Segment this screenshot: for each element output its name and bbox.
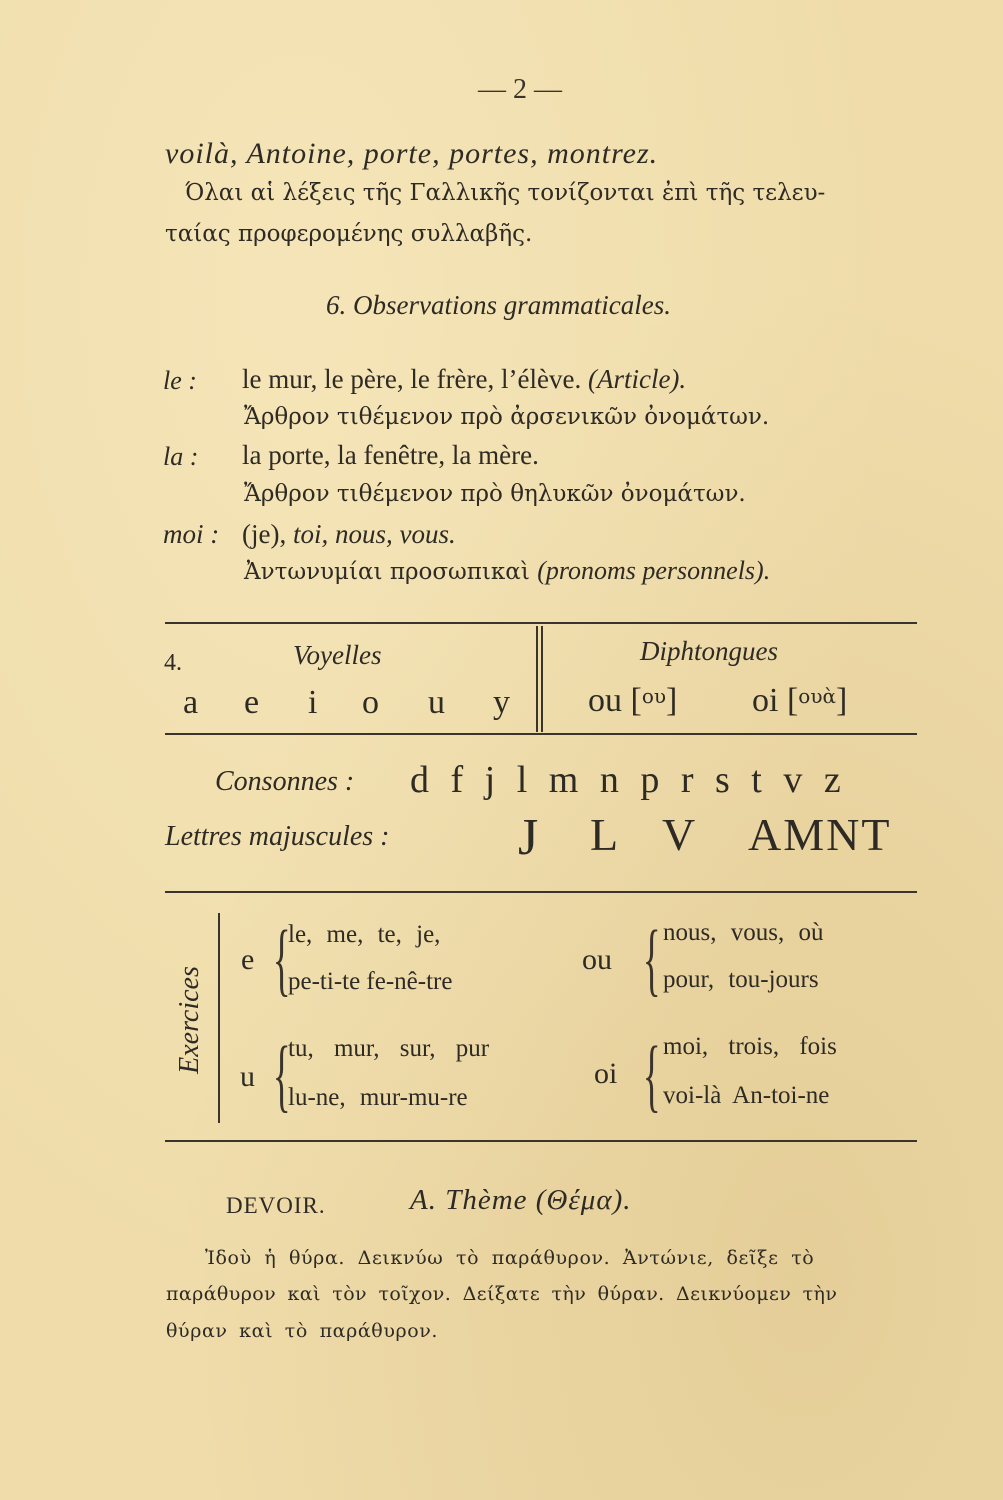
diphtongues-header: Diphtongues — [640, 636, 778, 666]
la-label: la : — [163, 442, 199, 471]
diphtongue-ou: ou [$^{o\upsilon}$] — [588, 682, 678, 719]
vowel-i: i — [308, 684, 318, 721]
moi-examples — [242, 519, 456, 550]
exercice-u-line1: tu, mur, sur, pur — [288, 1035, 490, 1062]
moi-je: (je), — [242, 519, 287, 549]
devoir-label: DEVOIR. — [226, 1193, 326, 1218]
table-bottom-rule — [165, 733, 917, 735]
exercice-u-label: u — [240, 1060, 255, 1093]
observations-heading: 6. Observations grammaticales. — [326, 290, 671, 320]
moi-greek-text: Ἀντωνυμίαι προσωπικαὶ — [244, 559, 530, 585]
exercices-side-line — [218, 913, 220, 1123]
intro-greek-line1: Όλαι αἱ λέξεις τῆς Γαλλικῆς τονίζονται ἐπὶ τῆς τελευ- — [185, 180, 826, 206]
diphtongue-ou-greek: ου — [641, 684, 667, 708]
moi-examples-text: toi, nous, vous. — [292, 519, 456, 549]
page-number: — 2 — — [478, 74, 562, 105]
vowel-e: e — [244, 684, 260, 721]
exercice-u-line2: lu-ne, mur-mu-re — [288, 1084, 468, 1111]
consonnes-label: Consonnes : — [215, 766, 355, 797]
exercice-ou-line2: pour, tou-jours — [663, 966, 819, 993]
la-examples: la porte, la fenêtre, la mère. — [242, 440, 539, 470]
le-examples — [242, 364, 686, 395]
diphtongue-oi-text: oi — [752, 682, 779, 719]
diphtongue-ou-text: ou — [588, 682, 622, 719]
exercice-e-brace: { — [272, 913, 291, 1004]
le-greek: Ἄρθρον τιθέμενον πρὸ ἀρσενικῶν ὀνομάτων. — [244, 404, 770, 430]
majuscule-amnt: AMNT — [748, 809, 892, 860]
majuscules-label: Lettres majuscules : — [165, 821, 390, 852]
vowel-y: y — [493, 684, 510, 721]
exercice-u-brace: { — [272, 1029, 291, 1120]
exercice-oi-brace: { — [642, 1029, 661, 1120]
diphtongue-oi: oi [$^{o\upsilon ὰ}$] — [752, 682, 848, 719]
moi-label: moi : — [163, 519, 220, 549]
table-divider-2 — [541, 626, 543, 732]
vowels-header: Voyelles — [293, 640, 382, 670]
table-divider-1 — [536, 626, 538, 732]
majuscule-l: L — [590, 809, 619, 860]
moi-greek — [244, 556, 770, 586]
consonnes-letters: d f j l m n p r s t v z — [410, 759, 841, 801]
le-label: le : — [163, 366, 197, 395]
exercice-ou-label: ou — [582, 943, 612, 976]
intro-greek-line2: ταίας προφερομένης συλλαβῆς. — [165, 221, 533, 247]
la-greek: Ἄρθρον τιθέμενον πρὸ θηλυκῶν ὀνομάτων. — [244, 481, 746, 507]
devoir-line1: Ἰδοὺ ἡ θύρα. Δεικνύω τὸ παράθυρον. Ἀντώνιε, δεῖξε τὸ — [205, 1247, 815, 1269]
table-top-rule — [165, 622, 917, 624]
le-tag: (Article). — [587, 364, 687, 394]
vowel-u: u — [428, 684, 445, 721]
diphtongue-oi-greek: ουὰ — [798, 684, 836, 708]
devoir-line3: θύραν καὶ τὸ παράθυρον. — [166, 1320, 439, 1342]
intro-french-words: voilà, Antoine, porte, portes, montrez. — [165, 137, 659, 170]
exercices-side-label: Exercices — [174, 966, 205, 1074]
exercice-oi-label: oi — [594, 1057, 618, 1090]
exercice-ou-line1: nous, vous, où — [663, 919, 824, 946]
majuscule-v: V — [662, 809, 696, 860]
exercice-e-label: e — [241, 943, 255, 976]
devoir-line2: παράθυρον καὶ τὸν τοῖχον. Δείξατε τὴν θύραν. Δεικνύομεν τὴν — [166, 1283, 838, 1305]
devoir-theme: A. Thème (Θέμα). — [410, 1184, 632, 1216]
exercice-oi-line2: voi-là An-toi-ne — [663, 1082, 830, 1109]
majuscule-j: J — [518, 809, 539, 866]
vowel-o: o — [362, 684, 379, 721]
le-examples-text: le mur, le père, le frère, l’élève. — [242, 364, 582, 394]
exercices-bottom-rule — [165, 1140, 917, 1142]
vowel-a: a — [183, 684, 199, 721]
moi-tag: (pronoms personnels). — [537, 556, 771, 585]
exercice-ou-brace: { — [642, 913, 661, 1004]
exercice-e-line1: le, me, te, je, — [288, 921, 441, 948]
exercice-oi-line1: moi, trois, fois — [663, 1033, 837, 1060]
exercices-top-rule — [165, 891, 917, 893]
exercice-e-line2: pe-ti-te fe-nê-tre — [288, 968, 453, 995]
vowels-number: 4. — [164, 650, 182, 676]
